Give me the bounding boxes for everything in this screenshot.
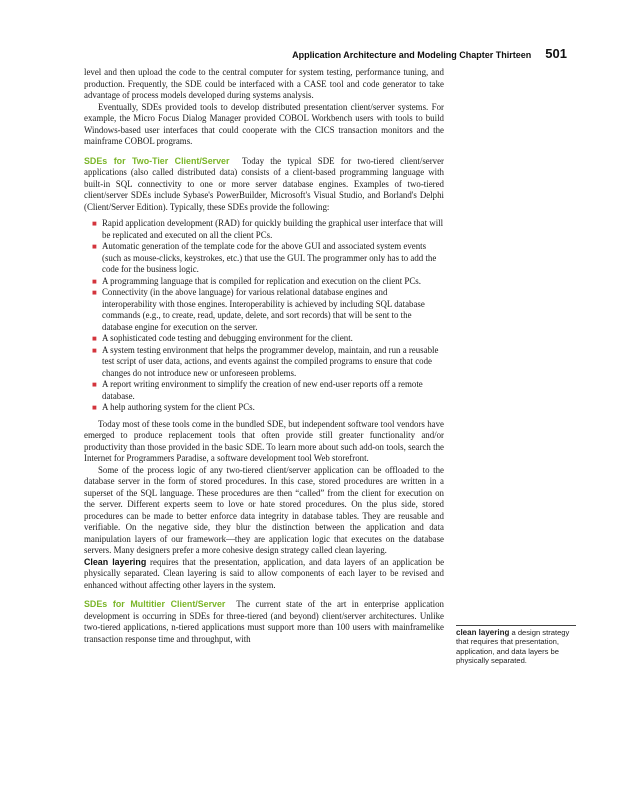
section-text-two-tier: Today the typical SDE for two-tiered client/server applications (also called distributed data) consists of a client-based programming language with built-in SQL connectivity to one or more server database engines. Examples of two-tiered client/server SDEs include Sybase's PowerBuilder, Microsoft's Visual Studio, and Borland's Delphi (Client/Server Edition). Typically, these SDEs provide the following: — [84, 155, 445, 212]
paragraph-2: Eventually, SDEs provided tools to develop distributed presentation client/server systems. For example, the Micro Focus Dialog Manager provided COBOL Workbench users with tools to build Windows-based user interfaces that could cooperate with the CICS transaction monitors and the mainframe COBOL programs. — [84, 101, 444, 146]
paragraph-1: level and then upload the code to the central computer for system testing, performance tuning, and production. Frequently, the SDE could be interfaced with a CASE tool and code generator to take advantage of process models developed during systems analysis. — [84, 67, 444, 100]
page-header — [292, 46, 567, 61]
section-heading-two-tier: SDEs for Two-Tier Client/Server — [84, 155, 230, 166]
body-text — [84, 67, 444, 645]
list-item: ■ Automatic generation of the template code for the above GUI and associated system events (such as mouse-clicks, keystrokes, etc.) that use the GUI. The programmer only has to add the code for the business logic. — [92, 241, 437, 274]
list-item: ■ Rapid application development (RAD) for quickly building the graphical user interface that will be replicated and executed on all the client PCs. — [92, 218, 444, 240]
bullet-icon: ■ — [92, 276, 97, 286]
running-head: Application Architecture and Modeling Chapter Thirteen — [292, 50, 532, 60]
list-item: ■ A programming language that is compiled for replication and execution on the client PCs. — [92, 275, 421, 286]
list-item: ■ A help authoring system for the client PCs. — [92, 402, 255, 412]
paragraph-5-text: requires that the presentation, application, and data layers of an application be physically separated. Clean layering is said to allow components of each layer to be revised and enhanced without affecting other layers in the system. — [84, 556, 445, 590]
bullet-icon: ■ — [92, 219, 97, 228]
section-heading-multitier: SDEs for Multitier Client/Server — [84, 599, 226, 609]
section-text-multitier: The current state of the art in enterprise application development is occurring in SDEs for three-tiered (and beyond) client/server architectures. Unlike two-tiered applications, n-tiered applications must support more than 100 users with mainframelike transaction response time and throughput, with — [84, 599, 444, 644]
key-term-clean-layering: Clean layering — [84, 556, 147, 567]
list-item: ■ Connectivity (in the above language) for various relational database engines and interoperability with those engines. Interoperability is achieved by including SQL database commands (e.g., to create, read, update, delete, and sort records) that will be sent to the database engine for execution on the server. — [92, 287, 425, 332]
paragraph-5 — [84, 557, 444, 592]
paragraph-3: Today most of these tools come in the bundled SDE, but independent software tool vendors have emerged to produce replacement tools that often provide still greater functionality and/or productivity than those provided in the basic SDE. To learn more about such add-on tools, search the Internet for Programmers Paradise, a software development tool Web storefront. — [84, 418, 444, 463]
margin-term: clean layering — [456, 628, 510, 637]
bullet-icon: ■ — [92, 403, 97, 412]
bullet-icon: ■ — [92, 334, 97, 343]
margin-definition: a design strategy that requires that presentation, application, and data layers be physically separated. — [456, 628, 570, 666]
list-item: ■ A system testing environment that helps the programmer develop, maintain, and run a reusable test script of user data, actions, and events against the compiled programs to ensure that code changes do not introduce new or unforeseen problems. — [92, 344, 439, 378]
margin-glossary-note — [456, 628, 574, 666]
margin-divider — [456, 625, 576, 626]
sde-feature-list — [92, 218, 444, 414]
paragraph-4: Some of the process logic of any two-tiered client/server application can be offloaded to the database server in the form of stored procedures. In this case, stored procedures are written in a superset of the SQL language. These procedures are then “called” from the client for execution on the server. Different experts seem to love or hate stored procedures. On the plus side, stored procedures can be made to better enforce data integrity in database tables. They are reusable and verifiable. On the negative side, they blur the distinction between the application and data manipulation layers of our framework—they are application logic that executes on the database servers. Many designers prefer a more cohesive design strategy called clean layering. — [84, 464, 444, 555]
section-two-tier — [84, 156, 444, 214]
bullet-icon: ■ — [92, 242, 97, 251]
section-multitier — [84, 599, 444, 645]
bullet-icon: ■ — [92, 288, 97, 297]
list-item: ■ A sophisticated code testing and debugging environment for the client. — [92, 333, 353, 343]
bullet-icon: ■ — [92, 380, 97, 389]
list-item: ■ A report writing environment to simplify the creation of new end-user reports off a remote database. — [92, 379, 423, 401]
page-number: 501 — [545, 46, 567, 61]
bullet-icon: ■ — [92, 345, 97, 355]
